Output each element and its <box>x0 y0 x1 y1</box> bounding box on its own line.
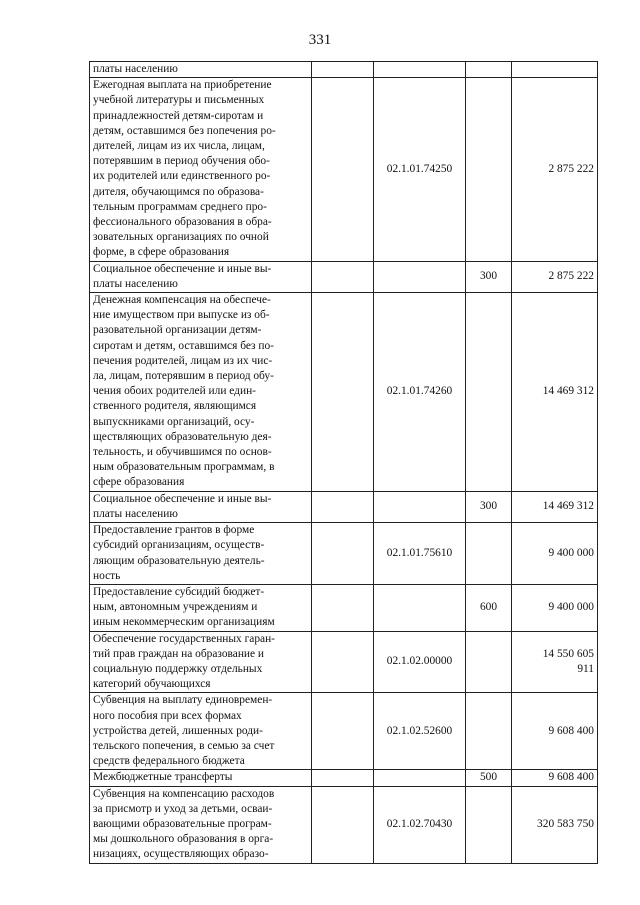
row-blank-cell <box>312 693 374 770</box>
row-amount-cell: 9 400 000 <box>512 523 598 585</box>
row-expense-type-cell <box>466 78 512 261</box>
row-amount-cell: 2 875 222 <box>512 261 598 292</box>
table-row <box>90 491 598 522</box>
row-name-cell: Социальное обеспечение и иные вы- платы населению <box>90 491 312 522</box>
row-amount-cell: 14 550 605 911 <box>512 631 598 693</box>
row-name-cell: Социальное обеспечение и иные вы- платы населению <box>90 261 312 292</box>
row-blank-cell <box>312 523 374 585</box>
row-expense-type-cell <box>466 523 512 585</box>
row-expense-type-cell: 300 <box>466 491 512 522</box>
row-name-cell: Денежная компенсация на обеспече- ние имуществом при выпуске из об- разовательной организации детям- сиротам и детям, оставшимся без по- печения родителей, лицам из их чис- ла, лицам, потерявшим в период обу- чения обоих родителей или един- ственного родителя, являющимся выпускниками организаций, осу- ществляющих образовательную дея- тельность, и обучившимся по основ- ным образовательным программам, в сфере образования <box>90 293 312 492</box>
row-code-cell <box>374 770 466 786</box>
table-row <box>90 293 598 492</box>
row-blank-cell <box>312 770 374 786</box>
row-expense-type-cell <box>466 631 512 693</box>
row-expense-type-cell: 500 <box>466 770 512 786</box>
row-code-cell: 02.1.01.75610 <box>374 523 466 585</box>
row-code-cell: 02.1.01.74250 <box>374 78 466 261</box>
row-amount-cell: 320 583 750 <box>512 786 598 863</box>
budget-table-body <box>90 62 598 864</box>
row-blank-cell <box>312 584 374 631</box>
row-amount-cell: 9 400 000 <box>512 584 598 631</box>
row-name-cell: Предоставление субсидий бюджет- ным, автономным учреждениям и иным некоммерческим организациям <box>90 584 312 631</box>
row-blank-cell <box>312 62 374 78</box>
table-row <box>90 62 598 78</box>
table-row <box>90 693 598 770</box>
row-expense-type-cell <box>466 293 512 492</box>
row-amount-cell: 14 469 312 <box>512 491 598 522</box>
row-expense-type-cell: 600 <box>466 584 512 631</box>
row-code-cell <box>374 584 466 631</box>
table-row <box>90 584 598 631</box>
row-name-cell: платы населению <box>90 62 312 78</box>
table-row <box>90 770 598 786</box>
table-row <box>90 786 598 863</box>
row-amount-cell <box>512 62 598 78</box>
row-amount-cell: 9 608 400 <box>512 770 598 786</box>
table-row <box>90 261 598 292</box>
row-blank-cell <box>312 261 374 292</box>
table-row <box>90 631 598 693</box>
row-expense-type-cell <box>466 786 512 863</box>
row-blank-cell <box>312 631 374 693</box>
row-code-cell: 02.1.02.70430 <box>374 786 466 863</box>
row-amount-cell: 9 608 400 <box>512 693 598 770</box>
row-name-cell: Ежегодная выплата на приобретение учебной литературы и письменных принадлежностей детям-сиротам и детям, оставшимся без попечения ро- дителей, лицам из их числа, лицам, потерявшим в период обучения обо- их родителей или единственного ро- дителя, обучающимся по образова- тельным программам среднего про- фессионального образования в обра- зовательных организациях по очной форме, в сфере образования <box>90 78 312 261</box>
row-blank-cell <box>312 491 374 522</box>
row-name-cell: Межбюджетные трансферты <box>90 770 312 786</box>
budget-table <box>89 61 598 864</box>
page-number: 331 <box>308 32 332 48</box>
row-code-cell <box>374 491 466 522</box>
row-amount-cell: 14 469 312 <box>512 293 598 492</box>
row-name-cell: Субвенция на компенсацию расходов за присмотр и уход за детьми, осваи- вающими образовательные програм- мы дошкольного образования в орга- низациях, осуществляющих образо- <box>90 786 312 863</box>
row-code-cell: 02.1.01.74260 <box>374 293 466 492</box>
row-amount-cell: 2 875 222 <box>512 78 598 261</box>
row-name-cell: Субвенция на выплату единовремен- ного пособия при всех формах устройства детей, лишенных роди- тельского попечения, в семью за счет средств федерального бюджета <box>90 693 312 770</box>
table-row <box>90 523 598 585</box>
row-code-cell: 02.1.02.52600 <box>374 693 466 770</box>
row-blank-cell <box>312 293 374 492</box>
row-expense-type-cell <box>466 693 512 770</box>
row-code-cell <box>374 62 466 78</box>
row-code-cell: 02.1.02.00000 <box>374 631 466 693</box>
row-name-cell: Обеспечение государственных гаран- тий прав граждан на образование и социальную поддержку отдельных категорий обучающихся <box>90 631 312 693</box>
table-row <box>90 78 598 261</box>
row-expense-type-cell: 300 <box>466 261 512 292</box>
row-blank-cell <box>312 786 374 863</box>
row-blank-cell <box>312 78 374 261</box>
row-name-cell: Предоставление грантов в форме субсидий организациям, осуществ- ляющим образовательную деятель- ность <box>90 523 312 585</box>
row-expense-type-cell <box>466 62 512 78</box>
row-code-cell <box>374 261 466 292</box>
